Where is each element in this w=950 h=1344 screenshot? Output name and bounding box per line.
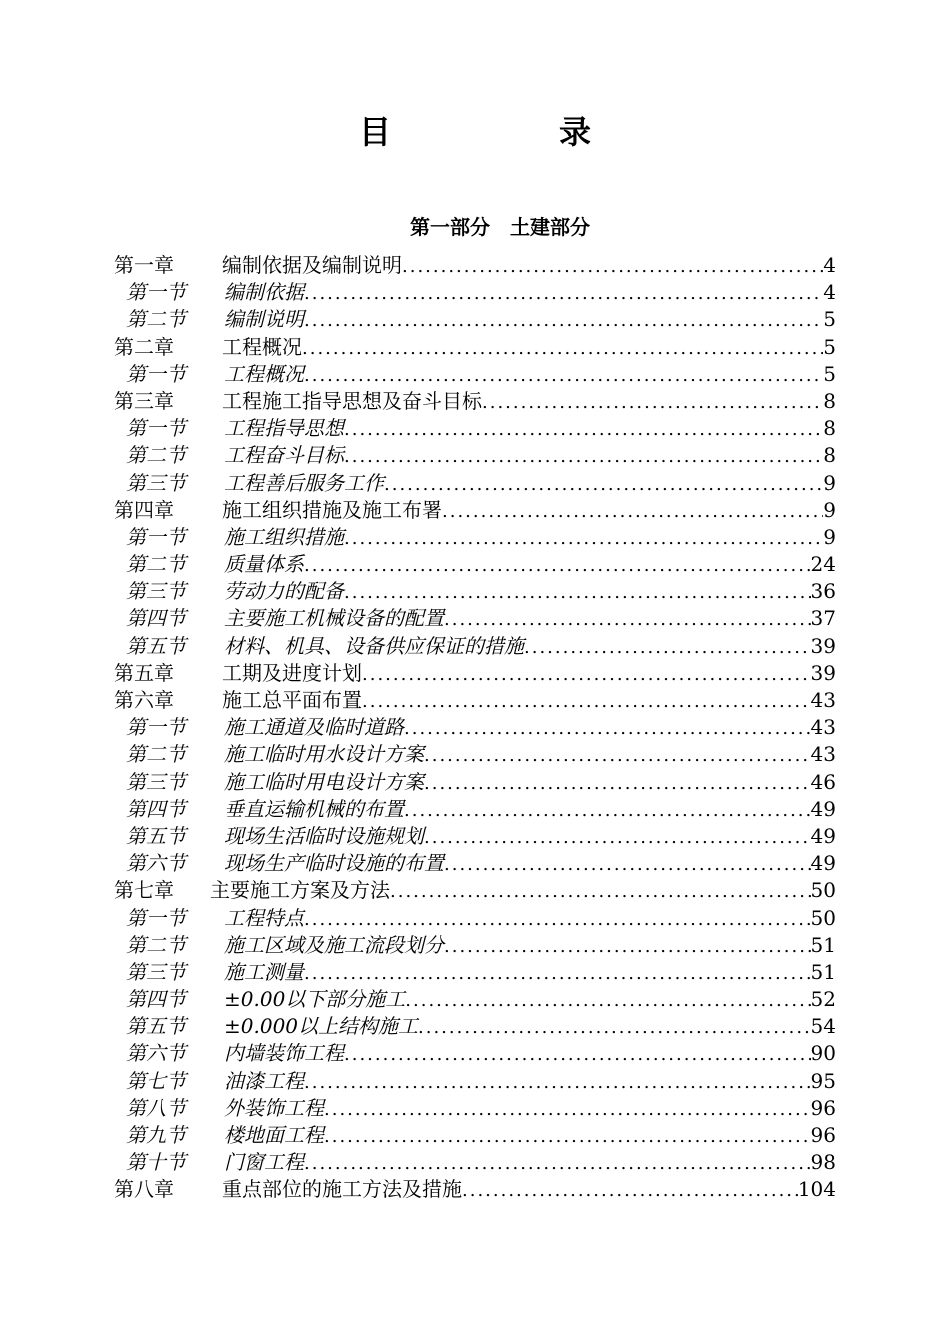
toc-entry-number: 第五节 xyxy=(126,633,186,658)
toc-entry-number: 第十节 xyxy=(126,1150,186,1175)
toc-section-entry[interactable] xyxy=(114,905,836,932)
toc-entry-page-number: 5 xyxy=(823,307,836,332)
dot-leader xyxy=(344,443,823,470)
toc-section-entry[interactable] xyxy=(114,1040,836,1067)
toc-entry-page-number: 46 xyxy=(810,769,836,794)
toc-entry-title: 工程施工指导思想及奋斗目标 xyxy=(222,388,482,413)
dot-leader xyxy=(442,498,823,525)
toc-section-entry[interactable] xyxy=(114,578,836,605)
toc-chapter-entry[interactable] xyxy=(114,388,836,415)
toc-entry-title: 工期及进度计划 xyxy=(222,660,362,685)
toc-entry-number: 第五章 xyxy=(114,660,174,685)
toc-section-entry[interactable] xyxy=(114,306,836,333)
toc-section-entry[interactable] xyxy=(114,1013,836,1040)
toc-entry-title: 现场生产临时设施的布置 xyxy=(224,851,444,876)
toc-entry-page-number: 104 xyxy=(797,1177,836,1202)
toc-section-entry[interactable] xyxy=(114,850,836,877)
toc-entry-number: 第一节 xyxy=(126,715,186,740)
toc-entry-title: 材料、机具、设备供应保证的措施 xyxy=(224,633,524,658)
toc-entry-page-number: 8 xyxy=(823,443,836,468)
dot-leader xyxy=(304,307,823,334)
toc-entry-number: 第一节 xyxy=(126,416,186,441)
toc-entry-page-number: 4 xyxy=(823,253,836,277)
toc-entry-page-number: 36 xyxy=(810,579,836,604)
toc-entry-title: 工程概况 xyxy=(224,361,304,386)
toc-entry-title: 工程善后服务工作 xyxy=(224,470,384,495)
toc-entry-page-number: 8 xyxy=(823,416,836,441)
toc-entry-number: 第六节 xyxy=(126,851,186,876)
dot-leader xyxy=(304,1069,811,1096)
toc-entry-number: 第六章 xyxy=(114,688,174,712)
toc-entry-number: 第三节 xyxy=(126,470,186,495)
dot-leader xyxy=(344,1041,811,1068)
toc-entry-title: 主要施工方案及方法 xyxy=(210,878,390,903)
toc-section-entry[interactable] xyxy=(114,1068,836,1095)
toc-chapter-entry[interactable] xyxy=(114,252,836,279)
toc-section-entry[interactable] xyxy=(114,714,836,741)
dot-leader xyxy=(390,878,811,905)
toc-section-entry[interactable] xyxy=(114,279,836,306)
toc-entry-number: 第三章 xyxy=(114,388,174,413)
toc-entry-title: 工程特点 xyxy=(224,905,304,930)
dot-leader xyxy=(304,960,811,987)
dot-leader xyxy=(302,335,823,362)
toc-entry-title: 工程概况 xyxy=(222,334,302,359)
toc-entry-page-number: 9 xyxy=(823,497,836,522)
toc-entry-page-number: 51 xyxy=(810,932,836,957)
toc-entry-number: 第二节 xyxy=(126,742,186,767)
toc-chapter-entry[interactable] xyxy=(114,660,836,687)
dot-leader xyxy=(444,851,811,878)
toc-entry-number: 第二章 xyxy=(114,334,174,359)
toc-entry-number: 第二节 xyxy=(126,307,186,332)
toc-entry-number: 第八节 xyxy=(126,1095,186,1120)
toc-entry-title: 施工通道及临时道路 xyxy=(224,715,404,740)
toc-entry-title: 编制依据及编制说明 xyxy=(222,253,402,277)
toc-entry-page-number: 37 xyxy=(810,606,836,631)
toc-entry-page-number: 43 xyxy=(810,715,836,740)
dot-leader xyxy=(304,1150,811,1177)
toc-entry-page-number: 4 xyxy=(823,280,836,305)
toc-section-entry[interactable] xyxy=(114,470,836,497)
toc-entry-number: 第一节 xyxy=(126,905,186,930)
dot-leader xyxy=(304,906,811,933)
toc-entry-page-number: 51 xyxy=(810,959,836,984)
toc-chapter-entry[interactable] xyxy=(114,1176,836,1203)
toc-section-entry[interactable] xyxy=(114,1122,836,1149)
toc-entry-page-number: 8 xyxy=(823,388,836,413)
toc-entry-title: 施工组织措施及施工布署 xyxy=(222,497,442,522)
toc-chapter-entry[interactable] xyxy=(114,497,836,524)
dot-leader xyxy=(444,933,811,960)
toc-entry-page-number: 5 xyxy=(823,334,836,359)
dot-leader xyxy=(402,253,823,280)
dot-leader xyxy=(304,280,823,307)
toc-section-entry[interactable] xyxy=(114,932,836,959)
toc-section-entry[interactable] xyxy=(114,551,836,578)
toc-entry-number: 第八章 xyxy=(114,1177,174,1202)
toc-entry-title: 施工区域及施工流段划分 xyxy=(224,932,444,957)
toc-chapter-entry[interactable] xyxy=(114,877,836,904)
toc-section-entry[interactable] xyxy=(114,741,836,768)
toc-entry-number: 第一节 xyxy=(126,361,186,386)
dot-leader xyxy=(324,1096,811,1123)
dot-leader xyxy=(384,471,823,498)
toc-entry-page-number: 98 xyxy=(810,1150,836,1175)
toc-entry-number: 第二节 xyxy=(126,552,186,577)
toc-entry-number: 第五节 xyxy=(126,1014,186,1039)
toc-entry-number: 第九节 xyxy=(126,1123,186,1147)
toc-section-entry[interactable] xyxy=(114,796,836,823)
toc-section-entry[interactable] xyxy=(114,605,836,632)
toc-section-entry[interactable] xyxy=(114,442,836,469)
dot-leader xyxy=(418,1014,811,1041)
dot-leader xyxy=(444,606,811,633)
toc-entry-title: 工程奋斗目标 xyxy=(224,443,344,468)
toc-entry-title: 施工临时用水设计方案 xyxy=(224,742,424,767)
toc-section-entry[interactable] xyxy=(114,769,836,796)
toc-entry-number: 第三节 xyxy=(126,769,186,794)
toc-entry-number: 第一节 xyxy=(126,524,186,549)
toc-section-entry[interactable] xyxy=(114,1149,836,1176)
dot-leader xyxy=(424,770,811,797)
toc-entry-number: 第四节 xyxy=(126,987,186,1012)
toc-entry-title: 门窗工程 xyxy=(224,1150,304,1175)
toc-entry-number: 第二节 xyxy=(126,443,186,468)
dot-leader xyxy=(344,525,823,552)
toc-entry-title: 垂直运输机械的布置 xyxy=(224,796,404,821)
toc-entry-title: ±0.000以上结构施工 xyxy=(224,1014,419,1039)
toc-section-entry[interactable] xyxy=(114,1095,836,1122)
toc-chapter-entry[interactable] xyxy=(114,687,836,714)
dot-leader xyxy=(362,688,811,715)
toc-entry-title: 楼地面工程 xyxy=(224,1123,324,1147)
toc-entry-number: 第一节 xyxy=(126,280,186,305)
toc-entry-page-number: 24 xyxy=(810,552,836,577)
toc-entry-title: 重点部位的施工方法及措施 xyxy=(222,1177,462,1202)
toc-entry-page-number: 39 xyxy=(810,633,836,658)
dot-leader xyxy=(344,579,811,606)
toc-entry-title: 现场生活临时设施规划 xyxy=(224,823,424,848)
toc-entry-page-number: 90 xyxy=(810,1041,836,1066)
dot-leader xyxy=(344,416,823,443)
toc-entry-title: 施工测量 xyxy=(224,959,304,984)
toc-entry-page-number: 43 xyxy=(810,742,836,767)
toc-section-entry[interactable] xyxy=(114,986,836,1013)
dot-leader xyxy=(324,1123,811,1150)
toc-entry-page-number: 95 xyxy=(810,1068,836,1093)
dot-leader xyxy=(405,987,810,1014)
toc-chapter-entry[interactable] xyxy=(114,334,836,361)
toc-entry-page-number: 5 xyxy=(823,361,836,386)
toc-section-entry[interactable] xyxy=(114,633,836,660)
toc-entry-number: 第三节 xyxy=(126,959,186,984)
table-of-contents xyxy=(114,252,836,1204)
dot-leader xyxy=(304,552,811,579)
toc-entry-page-number: 54 xyxy=(810,1014,836,1039)
toc-entry-title: 质量体系 xyxy=(224,552,304,577)
toc-entry-title: 编制依据 xyxy=(224,280,304,305)
toc-entry-number: 第四章 xyxy=(114,497,174,522)
toc-section-entry[interactable] xyxy=(114,361,836,388)
toc-entry-number: 第四节 xyxy=(126,606,186,631)
toc-entry-page-number: 39 xyxy=(810,660,836,685)
dot-leader xyxy=(404,715,811,742)
toc-entry-page-number: 49 xyxy=(810,851,836,876)
page-title: 目 录 xyxy=(358,113,659,151)
toc-entry-title: 施工组织措施 xyxy=(224,524,344,549)
toc-entry-page-number: 43 xyxy=(810,688,836,712)
toc-entry-page-number: 52 xyxy=(810,987,836,1012)
dot-leader xyxy=(424,742,811,769)
toc-entry-number: 第七节 xyxy=(126,1068,186,1093)
toc-entry-title: ±0.00以下部分施工 xyxy=(224,987,406,1012)
dot-leader xyxy=(462,1177,798,1204)
toc-section-entry[interactable] xyxy=(114,959,836,986)
dot-leader xyxy=(424,824,811,851)
toc-entry-page-number: 9 xyxy=(823,470,836,495)
toc-entry-number: 第三节 xyxy=(126,579,186,604)
toc-entry-page-number: 49 xyxy=(810,796,836,821)
dot-leader xyxy=(524,634,811,661)
toc-entry-title: 施工临时用电设计方案 xyxy=(224,769,424,794)
toc-entry-number: 第七章 xyxy=(114,878,174,903)
toc-entry-title: 外装饰工程 xyxy=(224,1095,324,1120)
part-title: 第一部分 土建部分 xyxy=(410,215,590,239)
toc-entry-title: 编制说明 xyxy=(224,307,304,332)
toc-entry-page-number: 50 xyxy=(810,878,836,903)
toc-entry-title: 油漆工程 xyxy=(224,1068,304,1093)
toc-entry-number: 第四节 xyxy=(126,796,186,821)
dot-leader xyxy=(404,797,811,824)
toc-section-entry[interactable] xyxy=(114,524,836,551)
toc-entry-number: 第五节 xyxy=(126,823,186,848)
toc-entry-title: 工程指导思想 xyxy=(224,416,344,441)
toc-section-entry[interactable] xyxy=(114,823,836,850)
toc-entry-title: 劳动力的配备 xyxy=(224,579,344,604)
toc-entry-title: 施工总平面布置 xyxy=(222,688,362,712)
dot-leader xyxy=(482,389,823,416)
toc-entry-title: 主要施工机械设备的配置 xyxy=(224,606,444,631)
toc-entry-page-number: 9 xyxy=(823,524,836,549)
toc-section-entry[interactable] xyxy=(114,415,836,442)
toc-entry-number: 第一章 xyxy=(114,253,174,277)
toc-entry-title: 内墙装饰工程 xyxy=(224,1041,344,1066)
toc-entry-number: 第六节 xyxy=(126,1041,186,1066)
toc-entry-page-number: 96 xyxy=(810,1123,836,1147)
dot-leader xyxy=(362,661,811,688)
dot-leader xyxy=(304,362,823,389)
toc-entry-page-number: 49 xyxy=(810,823,836,848)
toc-entry-page-number: 96 xyxy=(810,1095,836,1120)
toc-entry-page-number: 50 xyxy=(810,905,836,930)
toc-entry-number: 第二节 xyxy=(126,932,186,957)
